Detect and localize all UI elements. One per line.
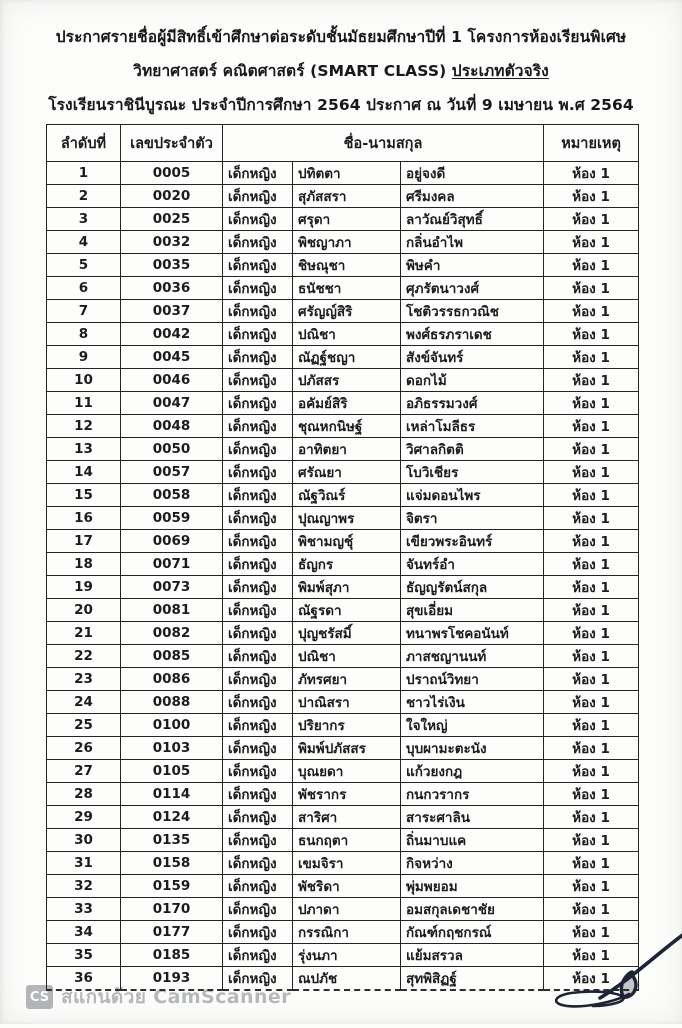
student-title-cell: เด็กหญิง <box>223 438 293 461</box>
room-remark-cell: ห้อง 1 <box>544 530 639 553</box>
row-number-cell: 20 <box>47 599 121 622</box>
student-title-cell: เด็กหญิง <box>223 369 293 392</box>
first-name-cell: ภัทรศยา <box>293 668 401 691</box>
student-title-cell: เด็กหญิง <box>223 645 293 668</box>
last-name-cell: ปราถน์วิทยา <box>401 668 544 691</box>
table-row <box>47 185 639 208</box>
last-name-cell: ดอกไม้ <box>401 369 544 392</box>
last-name-cell: กลิ่นอำไพ <box>401 231 544 254</box>
student-id-cell: 0159 <box>121 875 223 898</box>
student-id-cell: 0035 <box>121 254 223 277</box>
last-name-cell: กนกวรากร <box>401 783 544 806</box>
room-remark-cell: ห้อง 1 <box>544 875 639 898</box>
table-row <box>47 415 639 438</box>
last-name-cell: ชาวไร่เงิน <box>401 691 544 714</box>
student-id-cell: 0037 <box>121 300 223 323</box>
roster-body <box>47 162 639 991</box>
room-remark-cell: ห้อง 1 <box>544 783 639 806</box>
row-number-cell: 24 <box>47 691 121 714</box>
student-title-cell: เด็กหญิง <box>223 208 293 231</box>
table-row <box>47 783 639 806</box>
student-id-cell: 0032 <box>121 231 223 254</box>
first-name-cell: สาริศา <box>293 806 401 829</box>
student-title-cell: เด็กหญิง <box>223 162 293 185</box>
student-id-cell: 0071 <box>121 553 223 576</box>
student-id-cell: 0185 <box>121 944 223 967</box>
first-name-cell: พิชามญชุ์ <box>293 530 401 553</box>
last-name-cell: ศุภรัตนาวงศ์ <box>401 277 544 300</box>
first-name-cell: ศรัณยา <box>293 461 401 484</box>
row-number-cell: 17 <box>47 530 121 553</box>
row-number-cell: 34 <box>47 921 121 944</box>
room-remark-cell: ห้อง 1 <box>544 691 639 714</box>
last-name-cell: เหล่าโมลีธร <box>401 415 544 438</box>
student-id-cell: 0047 <box>121 392 223 415</box>
last-name-cell: ลาวัณย์วิสุทธิ์ <box>401 208 544 231</box>
table-row <box>47 875 639 898</box>
room-remark-cell: ห้อง 1 <box>544 760 639 783</box>
room-remark-cell: ห้อง 1 <box>544 714 639 737</box>
table-row <box>47 737 639 760</box>
student-id-cell: 0069 <box>121 530 223 553</box>
table-row <box>47 599 639 622</box>
last-name-cell: ถิ่นมาบแค <box>401 829 544 852</box>
first-name-cell: พิชญาภา <box>293 231 401 254</box>
first-name-cell: ปุณญาพร <box>293 507 401 530</box>
last-name-cell: วิศาลกิตติ <box>401 438 544 461</box>
table-row <box>47 346 639 369</box>
student-id-cell: 0088 <box>121 691 223 714</box>
row-number-cell: 2 <box>47 185 121 208</box>
student-id-cell: 0058 <box>121 484 223 507</box>
student-id-cell: 0048 <box>121 415 223 438</box>
row-number-cell: 27 <box>47 760 121 783</box>
student-id-cell: 0082 <box>121 622 223 645</box>
room-remark-cell: ห้อง 1 <box>544 346 639 369</box>
first-name-cell: พิมพ์สุภา <box>293 576 401 599</box>
student-title-cell: เด็กหญิง <box>223 668 293 691</box>
room-remark-cell: ห้อง 1 <box>544 415 639 438</box>
room-remark-cell: ห้อง 1 <box>544 208 639 231</box>
student-id-cell: 0170 <box>121 898 223 921</box>
table-row <box>47 208 639 231</box>
student-title-cell: เด็กหญิง <box>223 484 293 507</box>
first-name-cell: ปภัสสร <box>293 369 401 392</box>
student-id-cell: 0124 <box>121 806 223 829</box>
student-title-cell: เด็กหญิง <box>223 806 293 829</box>
room-remark-cell: ห้อง 1 <box>544 438 639 461</box>
row-number-cell: 32 <box>47 875 121 898</box>
table-row <box>47 622 639 645</box>
last-name-cell: ใจใหญ่ <box>401 714 544 737</box>
student-title-cell: เด็กหญิง <box>223 783 293 806</box>
room-remark-cell: ห้อง 1 <box>544 231 639 254</box>
row-number-cell: 12 <box>47 415 121 438</box>
first-name-cell: ชุณหกนิษฐ์ <box>293 415 401 438</box>
room-remark-cell: ห้อง 1 <box>544 553 639 576</box>
student-id-cell: 0073 <box>121 576 223 599</box>
student-title-cell: เด็กหญิง <box>223 875 293 898</box>
student-id-cell: 0100 <box>121 714 223 737</box>
first-name-cell: ปณิชา <box>293 323 401 346</box>
row-number-cell: 33 <box>47 898 121 921</box>
student-title-cell: เด็กหญิง <box>223 737 293 760</box>
room-remark-cell: ห้อง 1 <box>544 300 639 323</box>
table-row <box>47 760 639 783</box>
table-row <box>47 852 639 875</box>
student-title-cell: เด็กหญิง <box>223 231 293 254</box>
row-number-cell: 22 <box>47 645 121 668</box>
table-row <box>47 300 639 323</box>
first-name-cell: พัชรากร <box>293 783 401 806</box>
column-header-no: ลำดับที่ <box>47 125 121 162</box>
first-name-cell: ปริยากร <box>293 714 401 737</box>
table-row <box>47 668 639 691</box>
room-remark-cell: ห้อง 1 <box>544 737 639 760</box>
first-name-cell: ชิษณุชา <box>293 254 401 277</box>
last-name-cell: สังข์จันทร์ <box>401 346 544 369</box>
student-id-cell: 0086 <box>121 668 223 691</box>
row-number-cell: 18 <box>47 553 121 576</box>
row-number-cell: 21 <box>47 622 121 645</box>
student-title-cell: เด็กหญิง <box>223 967 293 991</box>
row-number-cell: 31 <box>47 852 121 875</box>
table-row <box>47 277 639 300</box>
table-row <box>47 392 639 415</box>
student-id-cell: 0135 <box>121 829 223 852</box>
table-header-row <box>47 125 639 162</box>
room-remark-cell: ห้อง 1 <box>544 461 639 484</box>
row-number-cell: 26 <box>47 737 121 760</box>
column-header-name: ชื่อ-นามสกุล <box>223 125 544 162</box>
table-row <box>47 553 639 576</box>
table-row <box>47 231 639 254</box>
row-number-cell: 8 <box>47 323 121 346</box>
student-title-cell: เด็กหญิง <box>223 599 293 622</box>
table-row <box>47 369 639 392</box>
first-name-cell: กรรณิกา <box>293 921 401 944</box>
first-name-cell: ปุญชรัสมิ์ <box>293 622 401 645</box>
last-name-cell: กิจหว่าง <box>401 852 544 875</box>
row-number-cell: 6 <box>47 277 121 300</box>
room-remark-cell: ห้อง 1 <box>544 392 639 415</box>
room-remark-cell: ห้อง 1 <box>544 645 639 668</box>
row-number-cell: 15 <box>47 484 121 507</box>
row-number-cell: 23 <box>47 668 121 691</box>
table-row <box>47 806 639 829</box>
room-remark-cell: ห้อง 1 <box>544 668 639 691</box>
student-id-cell: 0036 <box>121 277 223 300</box>
row-number-cell: 1 <box>47 162 121 185</box>
room-remark-cell: ห้อง 1 <box>544 921 639 944</box>
room-remark-cell: ห้อง 1 <box>544 369 639 392</box>
first-name-cell: รุ่งนภา <box>293 944 401 967</box>
row-number-cell: 10 <box>47 369 121 392</box>
first-name-cell: สุภัสสรา <box>293 185 401 208</box>
student-title-cell: เด็กหญิง <box>223 760 293 783</box>
last-name-cell: พิษคำ <box>401 254 544 277</box>
table-row <box>47 576 639 599</box>
student-title-cell: เด็กหญิง <box>223 576 293 599</box>
row-number-cell: 4 <box>47 231 121 254</box>
camscanner-watermark-text: สแกนด้วย CamScanner <box>61 986 291 1008</box>
row-number-cell: 7 <box>47 300 121 323</box>
student-id-cell: 0020 <box>121 185 223 208</box>
table-row <box>47 323 639 346</box>
first-name-cell: พิมพ์ปภัสสร <box>293 737 401 760</box>
row-number-cell: 13 <box>47 438 121 461</box>
row-number-cell: 25 <box>47 714 121 737</box>
student-id-cell: 0105 <box>121 760 223 783</box>
table-row <box>47 461 639 484</box>
first-name-cell: ปณิชา <box>293 645 401 668</box>
student-title-cell: เด็กหญิง <box>223 691 293 714</box>
first-name-cell: ศรุดา <box>293 208 401 231</box>
room-remark-cell: ห้อง 1 <box>544 185 639 208</box>
student-title-cell: เด็กหญิง <box>223 553 293 576</box>
last-name-cell: พงศ์ธรภราเดช <box>401 323 544 346</box>
first-name-cell: ธัญกร <box>293 553 401 576</box>
first-name-cell: เขมจิรา <box>293 852 401 875</box>
student-id-cell: 0081 <box>121 599 223 622</box>
first-name-cell: ธนกฤตา <box>293 829 401 852</box>
student-id-cell: 0059 <box>121 507 223 530</box>
student-id-cell: 0177 <box>121 921 223 944</box>
student-title-cell: เด็กหญิง <box>223 415 293 438</box>
student-id-cell: 0103 <box>121 737 223 760</box>
table-row <box>47 714 639 737</box>
last-name-cell: แย้มสรวล <box>401 944 544 967</box>
last-name-cell: ศรีมงคล <box>401 185 544 208</box>
first-name-cell: ณปภัช <box>293 967 401 991</box>
page-title-line1: ประกาศรายชื่อผู้มีสิทธิ์เข้าศึกษาต่อระดับชั้นมัธยมศึกษาปีที่ 1 โครงการห้องเรียนพิเศษ <box>55 28 627 46</box>
table-row <box>47 691 639 714</box>
column-header-student-id: เลขประจำตัว <box>121 125 223 162</box>
last-name-cell: สุทพิสิฏฐ์ <box>401 967 544 991</box>
student-id-cell: 0114 <box>121 783 223 806</box>
first-name-cell: ธนัชชา <box>293 277 401 300</box>
row-number-cell: 16 <box>47 507 121 530</box>
room-remark-cell: ห้อง 1 <box>544 484 639 507</box>
student-id-cell: 0050 <box>121 438 223 461</box>
last-name-cell: กัณฑ์กฤชกรณ์ <box>401 921 544 944</box>
row-number-cell: 19 <box>47 576 121 599</box>
first-name-cell: ปภาดา <box>293 898 401 921</box>
page-title-line2: วิทยาศาสตร์ คณิตศาสตร์ (SMART CLASS) ประเภทตัวจริง <box>133 62 549 80</box>
last-name-cell: แก้วยงกฎ <box>401 760 544 783</box>
last-name-cell: จันทร์อำ <box>401 553 544 576</box>
table-row <box>47 645 639 668</box>
table-row <box>47 438 639 461</box>
room-remark-cell: ห้อง 1 <box>544 277 639 300</box>
last-name-cell: บุบผามะตะนัง <box>401 737 544 760</box>
document-header <box>0 20 682 122</box>
student-id-cell: 0057 <box>121 461 223 484</box>
row-number-cell: 30 <box>47 829 121 852</box>
page-title-line3: โรงเรียนราชินีบูรณะ ประจำปีการศึกษา 2564 ประกาศ ณ วันที่ 9 เมษายน พ.ศ 2564 <box>48 96 634 114</box>
first-name-cell: อคัมย์สิริ <box>293 392 401 415</box>
room-remark-cell: ห้อง 1 <box>544 944 639 967</box>
page-title-line2-underlined: ประเภทตัวจริง <box>451 62 549 80</box>
table-row <box>47 530 639 553</box>
last-name-cell: เขียวพระอินทร์ <box>401 530 544 553</box>
last-name-cell: โชติวรรธกวณิช <box>401 300 544 323</box>
student-title-cell: เด็กหญิง <box>223 944 293 967</box>
student-title-cell: เด็กหญิง <box>223 277 293 300</box>
handwritten-signature <box>545 918 682 1028</box>
first-name-cell: ณัฐรดา <box>293 599 401 622</box>
student-title-cell: เด็กหญิง <box>223 254 293 277</box>
student-title-cell: เด็กหญิง <box>223 323 293 346</box>
table-row <box>47 162 639 185</box>
student-id-cell: 0085 <box>121 645 223 668</box>
row-number-cell: 36 <box>47 967 121 991</box>
room-remark-cell: ห้อง 1 <box>544 829 639 852</box>
student-id-cell: 0046 <box>121 369 223 392</box>
last-name-cell: ธัญญรัตน์สกุล <box>401 576 544 599</box>
student-id-cell: 0045 <box>121 346 223 369</box>
student-title-cell: เด็กหญิง <box>223 921 293 944</box>
last-name-cell: พุ่มพยอม <box>401 875 544 898</box>
table-row <box>47 507 639 530</box>
room-remark-cell: ห้อง 1 <box>544 323 639 346</box>
student-roster-table <box>46 124 639 991</box>
last-name-cell: ทนาพรโชคอนันท์ <box>401 622 544 645</box>
first-name-cell: พัชริดา <box>293 875 401 898</box>
student-title-cell: เด็กหญิง <box>223 346 293 369</box>
column-header-remark: หมายเหตุ <box>544 125 639 162</box>
student-title-cell: เด็กหญิง <box>223 622 293 645</box>
first-name-cell: ณัฏฐ์ชญา <box>293 346 401 369</box>
row-number-cell: 29 <box>47 806 121 829</box>
student-id-cell: 0158 <box>121 852 223 875</box>
room-remark-cell: ห้อง 1 <box>544 162 639 185</box>
first-name-cell: ศรัญญ์สิริ <box>293 300 401 323</box>
room-remark-cell: ห้อง 1 <box>544 898 639 921</box>
row-number-cell: 3 <box>47 208 121 231</box>
row-number-cell: 9 <box>47 346 121 369</box>
student-id-cell: 0005 <box>121 162 223 185</box>
row-number-cell: 28 <box>47 783 121 806</box>
first-name-cell: ณัฐวิณร์ <box>293 484 401 507</box>
student-title-cell: เด็กหญิง <box>223 300 293 323</box>
row-number-cell: 35 <box>47 944 121 967</box>
last-name-cell: ภาสชญานนท์ <box>401 645 544 668</box>
room-remark-cell: ห้อง 1 <box>544 254 639 277</box>
student-title-cell: เด็กหญิง <box>223 530 293 553</box>
student-title-cell: เด็กหญิง <box>223 461 293 484</box>
last-name-cell: สุขเอี่ยม <box>401 599 544 622</box>
row-number-cell: 14 <box>47 461 121 484</box>
last-name-cell: จิตรา <box>401 507 544 530</box>
table-row <box>47 254 639 277</box>
row-number-cell: 11 <box>47 392 121 415</box>
student-id-cell: 0193 <box>121 967 223 991</box>
student-title-cell: เด็กหญิง <box>223 714 293 737</box>
last-name-cell: อมสกุลเดชาชัย <box>401 898 544 921</box>
room-remark-cell: ห้อง 1 <box>544 576 639 599</box>
student-id-cell: 0042 <box>121 323 223 346</box>
room-remark-cell: ห้อง 1 <box>544 806 639 829</box>
last-name-cell: แจ่มดอนไพร <box>401 484 544 507</box>
student-title-cell: เด็กหญิง <box>223 392 293 415</box>
last-name-cell: อภิธรรมวงศ์ <box>401 392 544 415</box>
room-remark-cell: ห้อง 1 <box>544 622 639 645</box>
first-name-cell: บุณยดา <box>293 760 401 783</box>
student-title-cell: เด็กหญิง <box>223 185 293 208</box>
student-title-cell: เด็กหญิง <box>223 898 293 921</box>
first-name-cell: ปาณิสรา <box>293 691 401 714</box>
camscanner-cs-badge-icon: CS <box>26 985 53 1009</box>
last-name-cell: อยู่จงดี <box>401 162 544 185</box>
table-row <box>47 484 639 507</box>
room-remark-cell: ห้อง 1 <box>544 599 639 622</box>
last-name-cell: โบวิเชียร <box>401 461 544 484</box>
student-title-cell: เด็กหญิง <box>223 829 293 852</box>
first-name-cell: อาทิตยา <box>293 438 401 461</box>
student-id-cell: 0025 <box>121 208 223 231</box>
table-row <box>47 829 639 852</box>
last-name-cell: สาระศาลิน <box>401 806 544 829</box>
student-title-cell: เด็กหญิง <box>223 852 293 875</box>
student-title-cell: เด็กหญิง <box>223 507 293 530</box>
room-remark-cell: ห้อง 1 <box>544 507 639 530</box>
room-remark-cell: ห้อง 1 <box>544 967 639 991</box>
first-name-cell: ปทิตตา <box>293 162 401 185</box>
row-number-cell: 5 <box>47 254 121 277</box>
room-remark-cell: ห้อง 1 <box>544 852 639 875</box>
